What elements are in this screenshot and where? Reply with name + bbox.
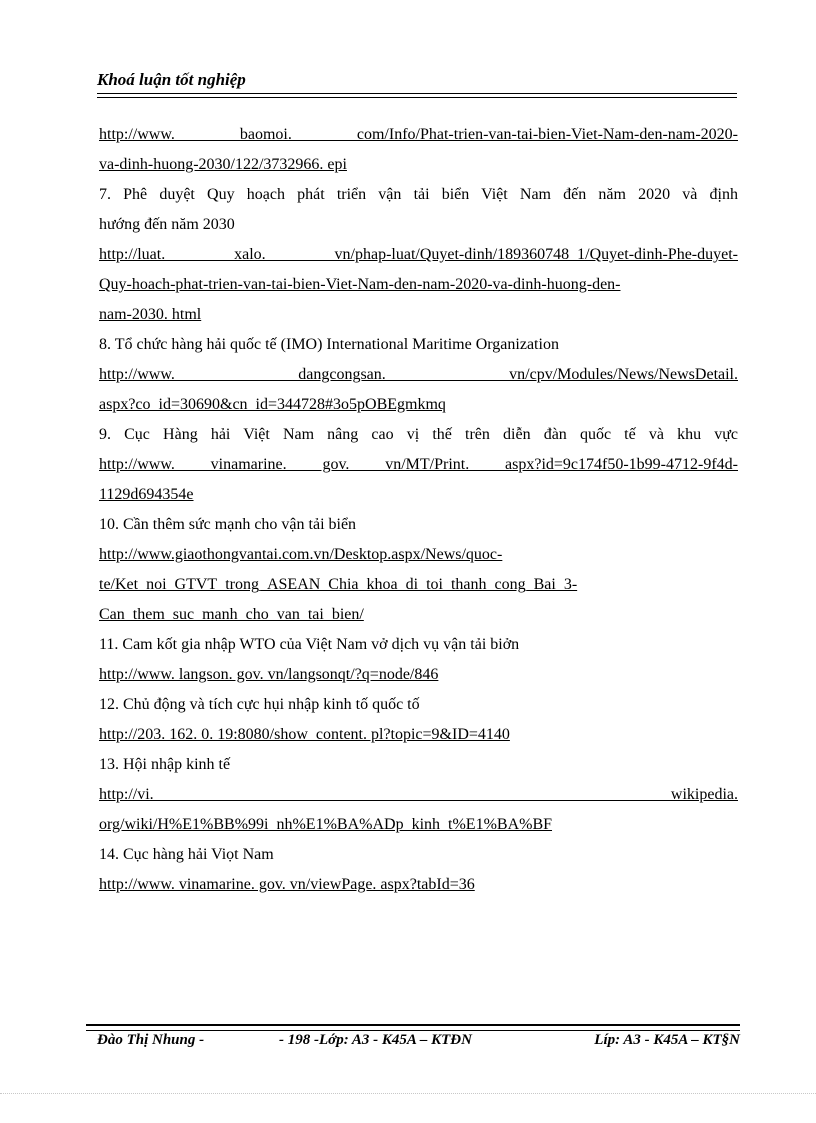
reference-item: 7. Phê duyệt Quy hoạch phát triển vận tải biển Việt Nam đến năm 2020 và định <box>99 186 738 203</box>
reference-item: 8. Tổ chức hàng hải quốc tế (IMO) International Maritime Organization <box>99 336 559 353</box>
reference-link[interactable]: aspx?co_id=30690&cn_id=344728#3o5pOBEgmkmq <box>99 396 446 413</box>
reference-link[interactable]: http://www. dangcongsan. vn/cpv/Modules/News/NewsDetail. <box>99 366 738 383</box>
reference-link[interactable]: http://www.giaothongvantai.com.vn/Desktop.aspx/News/quoc- <box>99 546 503 563</box>
reference-link[interactable]: http://luat. xalo. vn/phap-luat/Quyet-dinh/189360748_1/Quyet-dinh-Phe-duyet- <box>99 246 738 263</box>
reference-link[interactable]: nam-2030. html <box>99 306 202 323</box>
reference-link[interactable]: org/wiki/H%E1%BB%99i_nh%E1%BA%ADp_kinh_t%E1%BA%BF <box>99 816 553 833</box>
reference-link[interactable]: http://www. baomoi. com/Info/Phat-trien-van-tai-bien-Viet-Nam-den-nam-2020- <box>99 126 738 143</box>
reference-link[interactable]: http://www. vinamarine. gov. vn/viewPage. aspx?tabId=36 <box>99 876 475 893</box>
reference-item: 14. Cục hàng hải Viọt Nam <box>99 846 274 863</box>
reference-list <box>99 120 738 900</box>
reference-link[interactable]: http://vi. wikipedia. <box>99 786 738 803</box>
reference-link[interactable]: http://www. langson. gov. vn/langsonqt/?q=node/846 <box>99 666 439 683</box>
reference-item: 10. Cần thêm sức mạnh cho vận tải biển <box>99 516 357 533</box>
page-header-title: Khoá luận tốt nghiệp <box>97 70 246 89</box>
reference-link[interactable]: te/Ket_noi_GTVT_trong_ASEAN_Chia_khoa_di_toi_thanh_cong_Bai_3- <box>99 576 578 593</box>
footer-class-right: Líp: A3 - K45A – KT§N <box>594 1032 740 1048</box>
reference-item: hướng đến năm 2030 <box>99 216 235 233</box>
page-footer <box>97 1032 740 1054</box>
reference-link[interactable]: 1129d694354e <box>99 486 194 503</box>
footer-rule <box>86 1024 740 1031</box>
reference-item: 9. Cục Hàng hải Việt Nam nâng cao vị thế trên diễn đàn quốc tế và khu vực <box>99 426 738 443</box>
page-bottom-dotted-rule <box>0 1093 816 1095</box>
reference-link[interactable]: Can_them_suc_manh_cho_van_tai_bien/ <box>99 606 364 623</box>
footer-page-class: - 198 -Lớp: A3 - K45A – KTĐN <box>279 1032 472 1048</box>
reference-link[interactable]: Quy-hoach-phat-trien-van-tai-bien-Viet-Nam-den-nam-2020-va-dinh-huong-den- <box>99 276 621 293</box>
reference-item: 13. Hội nhập kinh tế <box>99 756 231 773</box>
reference-link[interactable]: http://203. 162. 0. 19:8080/show_content. pl?topic=9&ID=4140 <box>99 726 510 743</box>
reference-link[interactable]: http://www. vinamarine. gov. vn/MT/Print. aspx?id=9c174f50-1b99-4712-9f4d- <box>99 456 738 473</box>
reference-item: 11. Cam kốt gia nhập WTO của Việt Nam vở dịch vụ vận tải biởn <box>99 636 520 653</box>
reference-item: 12. Chủ động và tích cực hụi nhập kinh tố quốc tố <box>99 696 420 713</box>
footer-author: Đào Thị Nhung - <box>97 1032 205 1048</box>
reference-link[interactable]: va-dinh-huong-2030/122/3732966. epi <box>99 156 347 173</box>
header-rule <box>97 93 737 98</box>
